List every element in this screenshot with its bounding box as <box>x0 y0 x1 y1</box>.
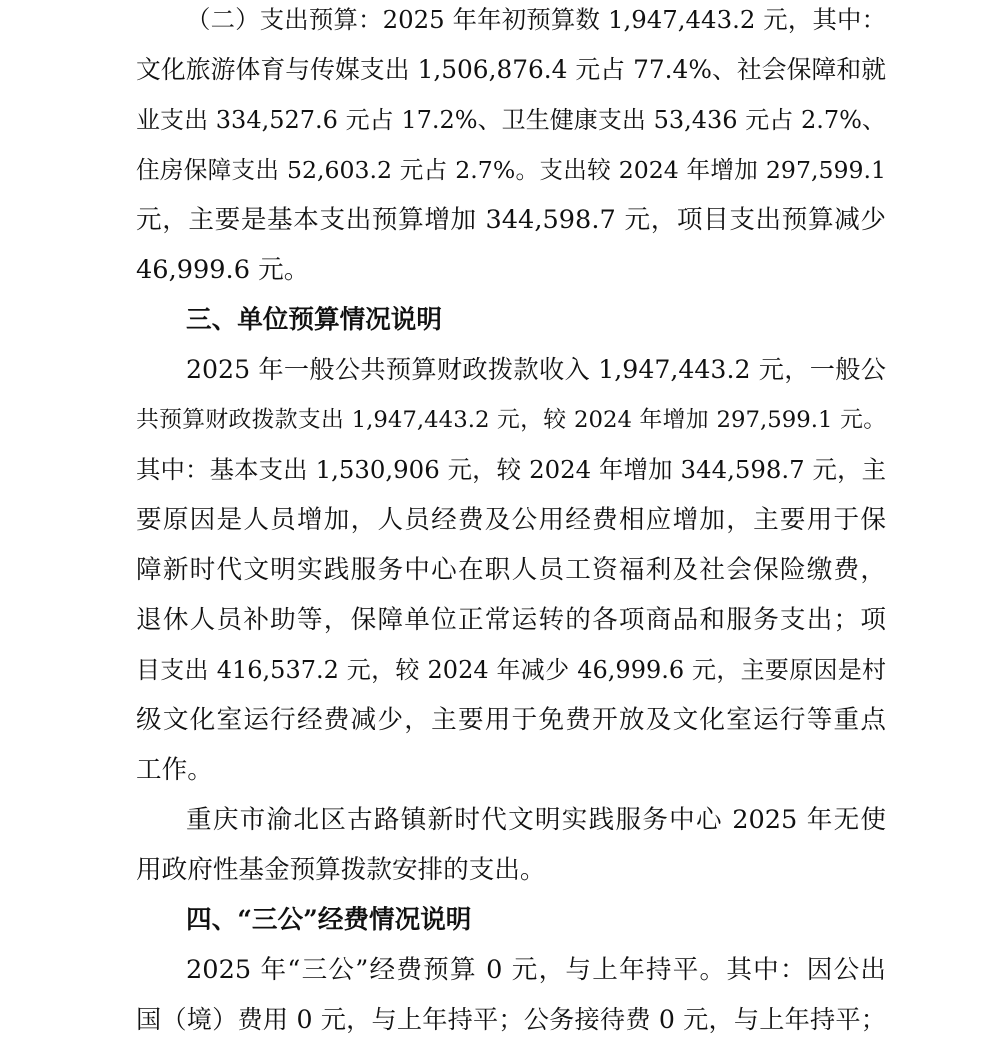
section-heading: 三、单位预算情况说明 <box>186 305 442 335</box>
paragraph-line: 元，主要是基本支出预算增加 344,598.7 元，项目支出预算减少 <box>136 205 886 235</box>
paragraph-line: （二）支出预算：2025 年年初预算数 1,947,443.2 元，其中： <box>186 5 886 34</box>
paragraph-line: 重庆市渝北区古路镇新时代文明实践服务中心 2025 年无使 <box>186 805 886 835</box>
paragraph-line: 用政府性基金预算拨款安排的支出。 <box>136 855 546 885</box>
paragraph-line: 其中：基本支出 1,530,906 元，较 2024 年增加 344,598.7 元，主 <box>136 455 886 484</box>
paragraph-line: 业支出 334,527.6 元占 17.2%、卫生健康支出 53,436 元占 2.7%、 <box>136 106 886 134</box>
paragraph-line: 共预算财政拨款支出 1,947,443.2 元，较 2024 年增加 297,599.1 元。 <box>136 407 886 433</box>
paragraph-line: 住房保障支出 52,603.2 元占 2.7%。支出较 2024 年增加 297,599.1 <box>136 156 886 184</box>
paragraph-line: 要原因是人员增加，人员经费及公用经费相应增加，主要用于保 <box>136 505 886 535</box>
paragraph-line: 2025 年一般公共预算财政拨款收入 1,947,443.2 元，一般公 <box>186 355 886 384</box>
paragraph-line: 退休人员补助等，保障单位正常运转的各项商品和服务支出；项 <box>136 605 886 635</box>
paragraph-line: 工作。 <box>136 755 213 785</box>
paragraph-line: 文化旅游体育与传媒支出 1,506,876.4 元占 77.4%、社会保障和就 <box>136 55 886 84</box>
paragraph-line: 目支出 416,537.2 元，较 2024 年减少 46,999.6 元，主要原因是村 <box>136 656 886 684</box>
paragraph-line: 2025 年“三公”经费预算 0 元，与上年持平。其中：因公出 <box>186 955 886 985</box>
paragraph-line: 46,999.6 元。 <box>136 255 310 285</box>
paragraph-line: 障新时代文明实践服务中心在职人员工资福利及社会保险缴费， <box>136 555 886 585</box>
paragraph-line: 国（境）费用 0 元，与上年持平；公务接待费 0 元，与上年持平； <box>136 1005 886 1034</box>
section-heading: 四、“三公”经费情况说明 <box>186 905 472 935</box>
paragraph-line: 级文化室运行经费减少，主要用于免费开放及文化室运行等重点 <box>136 705 886 735</box>
